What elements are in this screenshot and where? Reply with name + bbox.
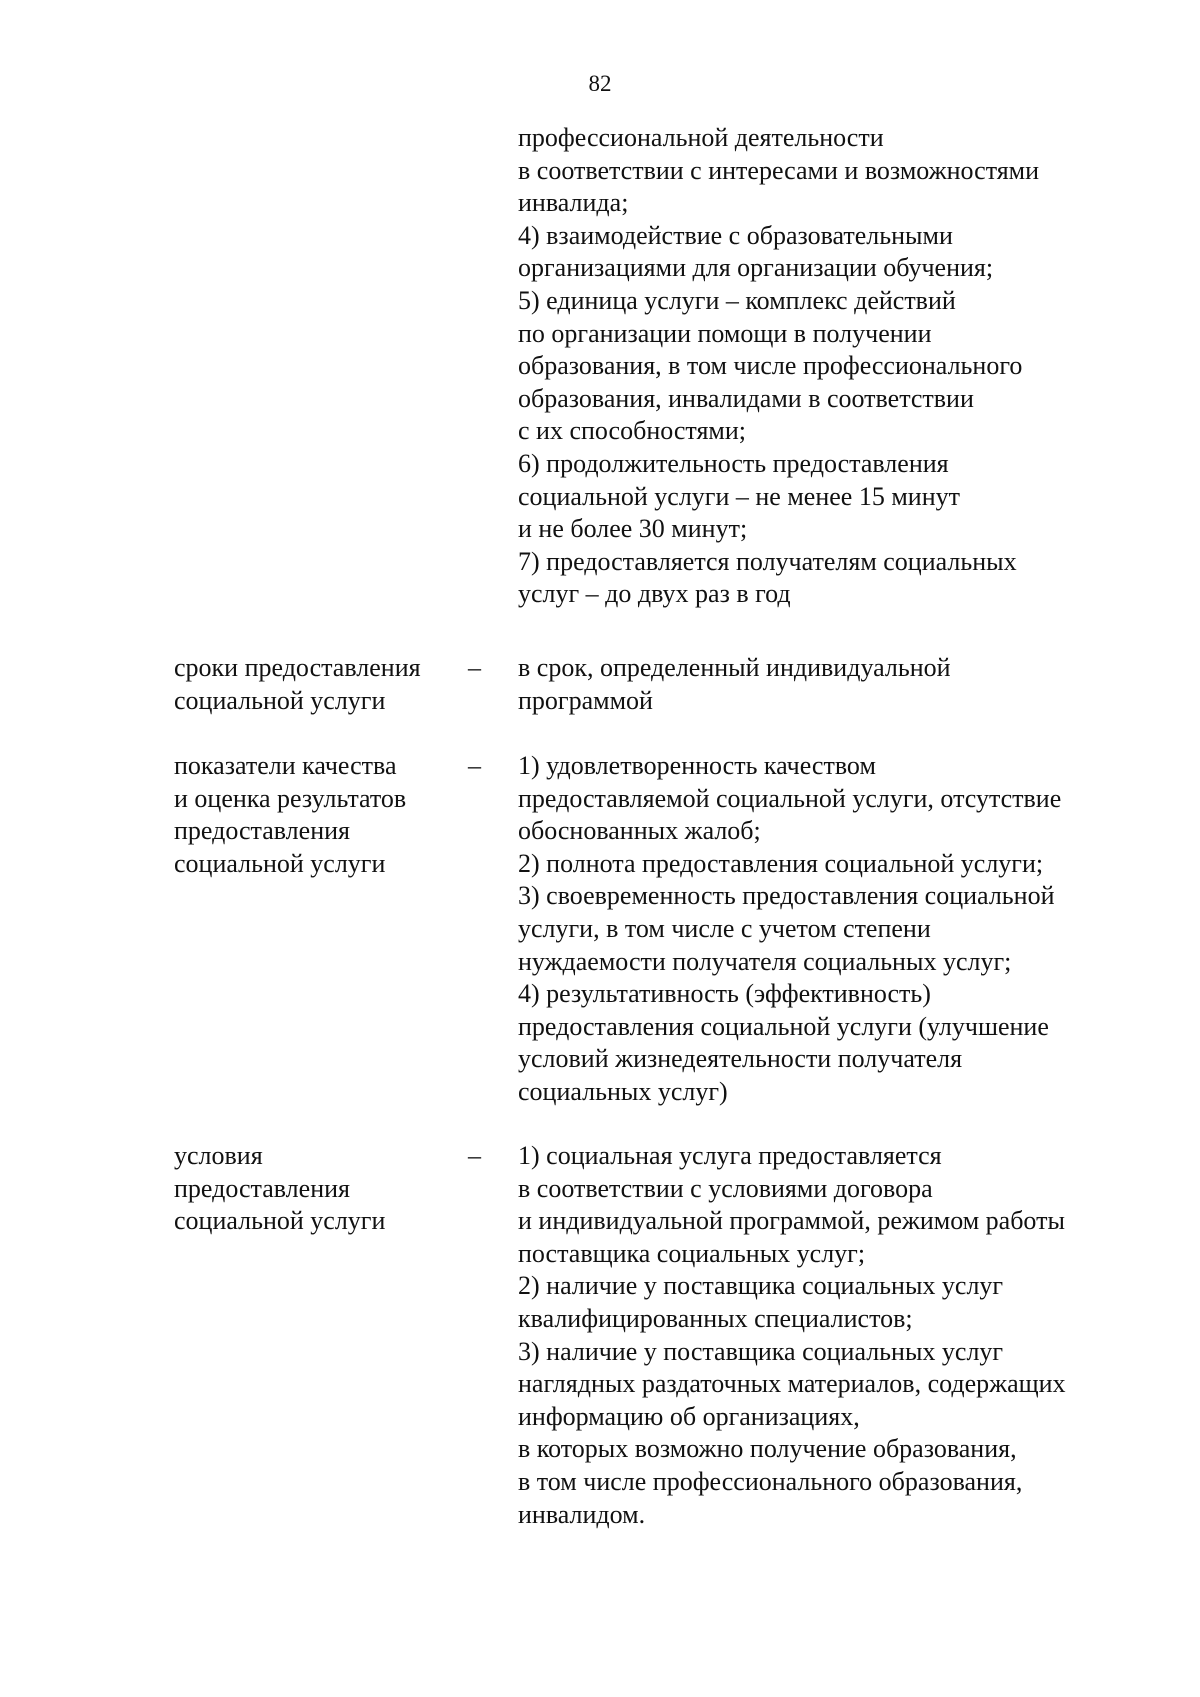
text-line: 6) продолжительность предоставления: [518, 448, 949, 478]
text-line: организациями для организации обучения;: [518, 253, 994, 283]
text-line: нуждаемости получателя социальных услуг;: [518, 946, 1012, 976]
section-term: [174, 1140, 464, 1238]
text-line: 1) социальная услуга предоставляется: [518, 1141, 942, 1170]
page-number: 82: [588, 71, 612, 96]
text-line: в соответствии с интересами и возможностями: [518, 155, 1040, 185]
section-dash: –: [468, 653, 481, 682]
section-description: [518, 750, 1178, 1109]
text-line: 1) удовлетворенность качеством: [518, 751, 876, 780]
text-line: 3) наличие у поставщика социальных услуг: [518, 1336, 1004, 1366]
section-dash: –: [468, 751, 481, 780]
text-line: услуг – до двух раз в год: [518, 579, 791, 609]
term-line: сроки предоставления: [174, 653, 421, 682]
term-line: условия: [174, 1141, 263, 1170]
text-line: и индивидуальной программой, режимом работы: [518, 1206, 1065, 1236]
continuation-text: [518, 122, 1178, 611]
text-line: поставщика социальных услуг;: [518, 1238, 866, 1268]
term-line: социальной услуги: [174, 685, 386, 715]
text-line: обоснованных жалоб;: [518, 816, 761, 846]
text-line: инвалида;: [518, 188, 629, 218]
text-line: услуги, в том числе с учетом степени: [518, 913, 931, 943]
text-line: социальной услуги – не менее 15 минут: [518, 481, 960, 511]
text-line: предоставляемой социальной услуги, отсутствие: [518, 783, 1062, 813]
text-line: 7) предоставляется получателям социальных: [518, 546, 1017, 576]
text-line: профессиональной деятельности: [518, 123, 884, 152]
text-line: в срок, определенный индивидуальной: [518, 653, 951, 682]
text-line: программой: [518, 685, 653, 715]
text-line: 2) наличие у поставщика социальных услуг: [518, 1271, 1004, 1301]
section-term: [174, 750, 464, 880]
text-line: квалифицированных специалистов;: [518, 1303, 913, 1333]
text-line: 4) взаимодействие с образовательными: [518, 220, 953, 250]
section-description: [518, 1140, 1178, 1531]
term-line: показатели качества: [174, 751, 397, 780]
text-line: 3) своевременность предоставления социальной: [518, 881, 1055, 911]
term-line: и оценка результатов: [174, 783, 407, 813]
section-dash: –: [468, 1141, 481, 1170]
text-line: по организации помощи в получении: [518, 318, 932, 348]
text-line: 5) единица услуги – комплекс действий: [518, 285, 956, 315]
text-line: в соответствии с условиями договора: [518, 1173, 933, 1203]
text-line: условий жизнедеятельности получателя: [518, 1044, 963, 1074]
text-line: образования, инвалидами в соответствии: [518, 383, 974, 413]
term-line: предоставления: [174, 1173, 350, 1203]
text-line: в которых возможно получение образования,: [518, 1434, 1017, 1464]
text-line: 2) полнота предоставления социальной услуги;: [518, 848, 1044, 878]
text-line: предоставления социальной услуги (улучшение: [518, 1011, 1049, 1041]
text-line: наглядных раздаточных материалов, содержащих: [518, 1369, 1066, 1399]
text-line: образования, в том числе профессионального: [518, 351, 1023, 381]
section-term: [174, 652, 464, 717]
text-line: и не более 30 минут;: [518, 514, 748, 544]
term-line: социальной услуги: [174, 1206, 386, 1236]
term-line: социальной услуги: [174, 848, 386, 878]
text-line: инвалидом.: [518, 1499, 646, 1529]
text-line: информацию об организациях,: [518, 1401, 860, 1431]
text-line: в том числе профессионального образования,: [518, 1466, 1023, 1496]
text-line: с их способностями;: [518, 416, 746, 446]
text-line: 4) результативность (эффективность): [518, 979, 931, 1009]
term-line: предоставления: [174, 816, 350, 846]
text-line: социальных услуг): [518, 1076, 728, 1106]
section-description: [518, 652, 1178, 717]
